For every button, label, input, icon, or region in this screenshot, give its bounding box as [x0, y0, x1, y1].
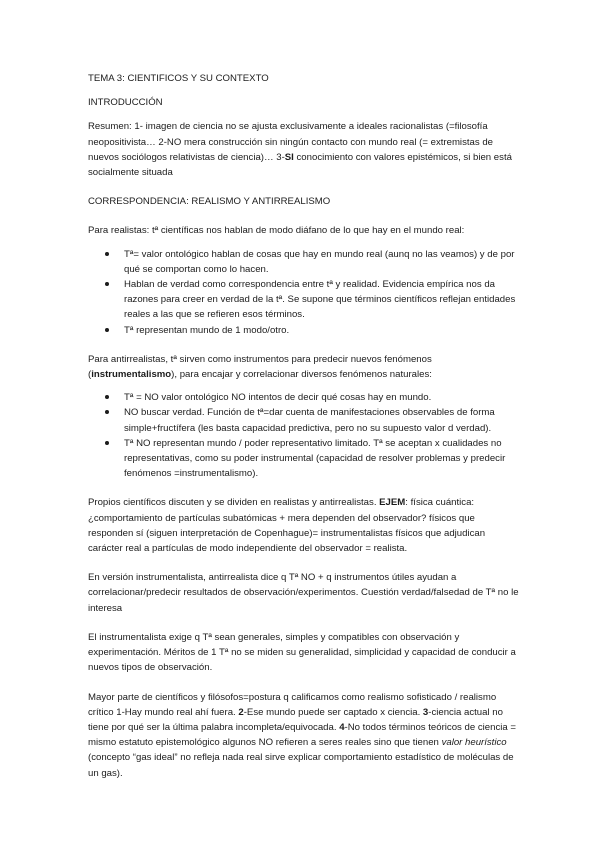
bullet-icon — [105, 395, 109, 399]
antirrealistas-lead-b: ), para encajar y correlacionar diversos fenómenos naturales: — [171, 369, 432, 381]
resumen-text-1: Resumen: 1- imagen de ciencia no se ajusta exclusivamente a ideales racionalistas (=filosofía neopositivista… 2-NO mera construcción sin ningún contacto con mundo real (= extremistas de nuevos sociólogos relativistas de ciencia)… 3- — [88, 121, 493, 163]
exige-paragraph: El instrumentalista exige q Tª sean generales, simples y compatibles con observación y experimentación. Méritos de 1 Tª no se miden su generalidad, simplicidad y capacidad de conducir a nuevos tipos de observación. — [88, 631, 516, 674]
antirrealistas-lead-bold: instrumentalismo — [91, 369, 172, 381]
list-item — [124, 247, 520, 277]
mayor-text-d: -No todos términos teóricos de ciencia = mismo estatuto epistemológico algunos NO refieren a seres reales sino que tienen — [88, 721, 516, 749]
list-item — [124, 436, 520, 482]
resumen-paragraph — [88, 119, 520, 180]
mayor-text-b: -Ese mundo puede ser captado x ciencia. — [243, 706, 423, 718]
list-item-text: Tª = NO valor ontológico NO intentos de decir qué cosas hay en mundo. — [124, 392, 432, 404]
list-item-text: NO buscar verdad. Función de tª=dar cuenta de manifestaciones observables de forma simple+fructífera (les basta capacidad predictiva, pero no su supuesto valor d verdad). — [124, 407, 495, 434]
antirrealistas-lead — [88, 352, 520, 382]
mayor-num-2: 2 — [238, 706, 244, 718]
mayor-paragraph — [88, 690, 520, 781]
list-item-text: Tª= valor ontológico hablan de cosas que hay en mundo real (aunq no las veamos) y de por qué se comportan como lo hacen. — [124, 248, 515, 275]
list-item-text: Tª NO representan mundo / poder representativo limitado. Tª se aceptan x cualidades no representativas, como su poder instrumental (capacidad de resolver problemas y predecir fenómenos =instrumentalismo). — [124, 437, 506, 480]
mayor-num-3: 3 — [422, 706, 429, 718]
list-item — [124, 390, 520, 405]
document-title: TEMA 3: CIENTIFICOS Y SU CONTEXTO — [88, 73, 269, 84]
propios-paragraph — [88, 495, 520, 556]
bullet-icon — [105, 441, 109, 445]
resumen-text-2: conocimiento con valores epistémicos, si bien está socialmente situada — [88, 151, 512, 179]
propios-text-b: : física cuántica: ¿comportamiento de partículas subatómicas + mera dependen del observador? físicos que responden sí (siguen interpretación de Copenhague)= instrumentalistas físicos que adjudican carácter real a partículas de modo independiente del observador = realista. — [88, 497, 486, 555]
realistas-list — [88, 247, 520, 338]
bullet-icon — [105, 328, 109, 332]
mayor-text-c: -ciencia actual no tiene por qué ser la última palabra incompleta/equivocada. — [88, 706, 503, 733]
propios-bold-ejem: EJEM — [379, 497, 406, 509]
list-item-text: Tª representan mundo de 1 modo/otro. — [124, 324, 290, 336]
mayor-text-e: (concepto “gas ideal” no refleja nada real sirve explicar comportamiento estadístico de moléculas de un gas). — [88, 752, 514, 779]
antirrealistas-list — [88, 390, 520, 481]
mayor-num-4: 4 — [339, 721, 345, 733]
realistas-lead: Para realistas: tª científicas nos hablan de modo diáfano de lo que hay en el mundo real: — [88, 225, 465, 237]
propios-text-a: Propios científicos discuten y se dividen en realistas y antirrealistas. — [88, 497, 380, 509]
list-item — [124, 405, 520, 435]
bullet-icon — [105, 252, 109, 256]
mayor-italic: valor heurístico — [441, 737, 507, 749]
mayor-text-a: Mayor parte de científicos y filósofos=postura q calificamos como realismo sofisticado / realismo crítico 1-Hay mundo real ahí fuera. — [88, 691, 497, 718]
section-heading: CORRESPONDENCIA: REALISMO Y ANTIRREALISMO — [88, 196, 331, 208]
list-item-text: Hablan de verdad como correspondencia entre tª y realidad. Evidencia empírica nos da razones para creer en verdad de la tª. Se supone que términos científicos reflejan entidades reales a las que se refieren esos términos. — [124, 279, 516, 321]
intro-heading: INTRODUCCIÓN — [88, 97, 163, 109]
version-paragraph: En versión instrumentalista, antirrealista dice q Tª NO + q instrumentos útiles ayudan a correlacionar/predecir resultados de observación/experimentos. Cuestión verdad/falsedad de Tª no le interesa — [88, 572, 519, 614]
antirrealistas-lead-a: Para antirrealistas, tª sirven como instrumentos para predecir nuevos fenómenos ( — [88, 353, 432, 381]
bullet-icon — [105, 410, 109, 414]
resumen-bold-si: SI — [284, 151, 294, 163]
bullet-icon — [105, 282, 109, 286]
list-item — [124, 277, 520, 323]
list-item — [124, 323, 520, 338]
